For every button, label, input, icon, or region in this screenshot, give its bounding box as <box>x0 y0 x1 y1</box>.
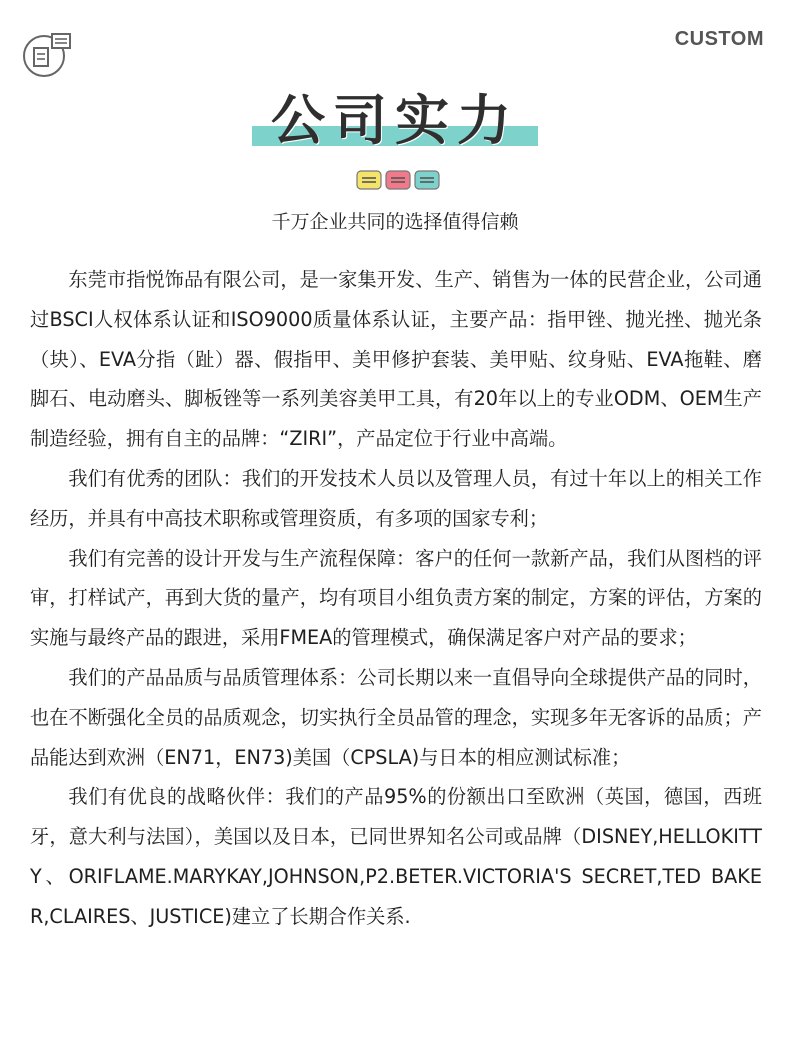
paragraph-process: 我们有完善的设计开发与生产流程保障：客户的任何一款新产品，我们从图档的评审，打样试产，再到大货的量产，均有项目小组负责方案的制定，方案的评估，方案的实施与最终产品的跟进，采用FMEA的管理模式，确保满足客户对产品的要求； <box>30 546 762 650</box>
title-block <box>0 78 790 158</box>
decoration-icons <box>356 170 440 190</box>
teal-tag-icon <box>415 171 439 189</box>
body-text <box>30 260 762 937</box>
yellow-tag-icon <box>357 171 381 189</box>
paragraph-intro: 东莞市指悦饰品有限公司，是一家集开发、生产、销售为一体的民营企业，公司通过BSCI人权体系认证和ISO9000质量体系认证，主要产品：指甲锉、抛光挫、抛光条（块）、EVA分指（趾）器、假指甲、美甲修护套装、美甲贴、纹身贴、EVA拖鞋、磨脚石、电动磨头、脚板锉等一系列美容美甲工具，有20年以上的专业ODM、OEM生产制造经验，拥有自主的品牌：“ZIRI”，产品定位于行业中高端。 <box>30 268 762 451</box>
company-logo-icon <box>22 30 74 78</box>
paragraph-partners: 我们有优良的战略伙伴：我们的产品95%的份额出口至欧洲（英国，德国，西班牙，意大利与法国），美国以及日本，已同世界知名公司或品牌（DISNEY,HELLOKITTY、ORIFLAME.MARYKAY,JOHNSON,P2.BETER.VICTORIA'S SECRET,TED BAKER,CLAIRES、JUSTICE)建立了长期合作关系. <box>30 785 762 928</box>
paragraph-team: 我们有优秀的团队：我们的开发技术人员以及管理人员，有过十年以上的相关工作经历，并具有中高技术职称或管理资质，有多项的国家专利； <box>30 466 762 530</box>
paragraph-quality: 我们的产品品质与品质管理体系：公司长期以来一直倡导向全球提供产品的同时，也在不断强化全员的品质观念，切实执行全员品管的理念，实现多年无客诉的品质；产品能达到欢洲（EN71，EN73)美国（CPSLA)与日本的相应测试标准； <box>30 665 762 769</box>
subtitle: 千万企业共同的选择值得信赖 <box>271 211 519 233</box>
custom-label: CUSTOM <box>674 28 764 50</box>
page-title: 公司实力 <box>271 89 519 152</box>
pink-tag-icon <box>386 171 410 189</box>
